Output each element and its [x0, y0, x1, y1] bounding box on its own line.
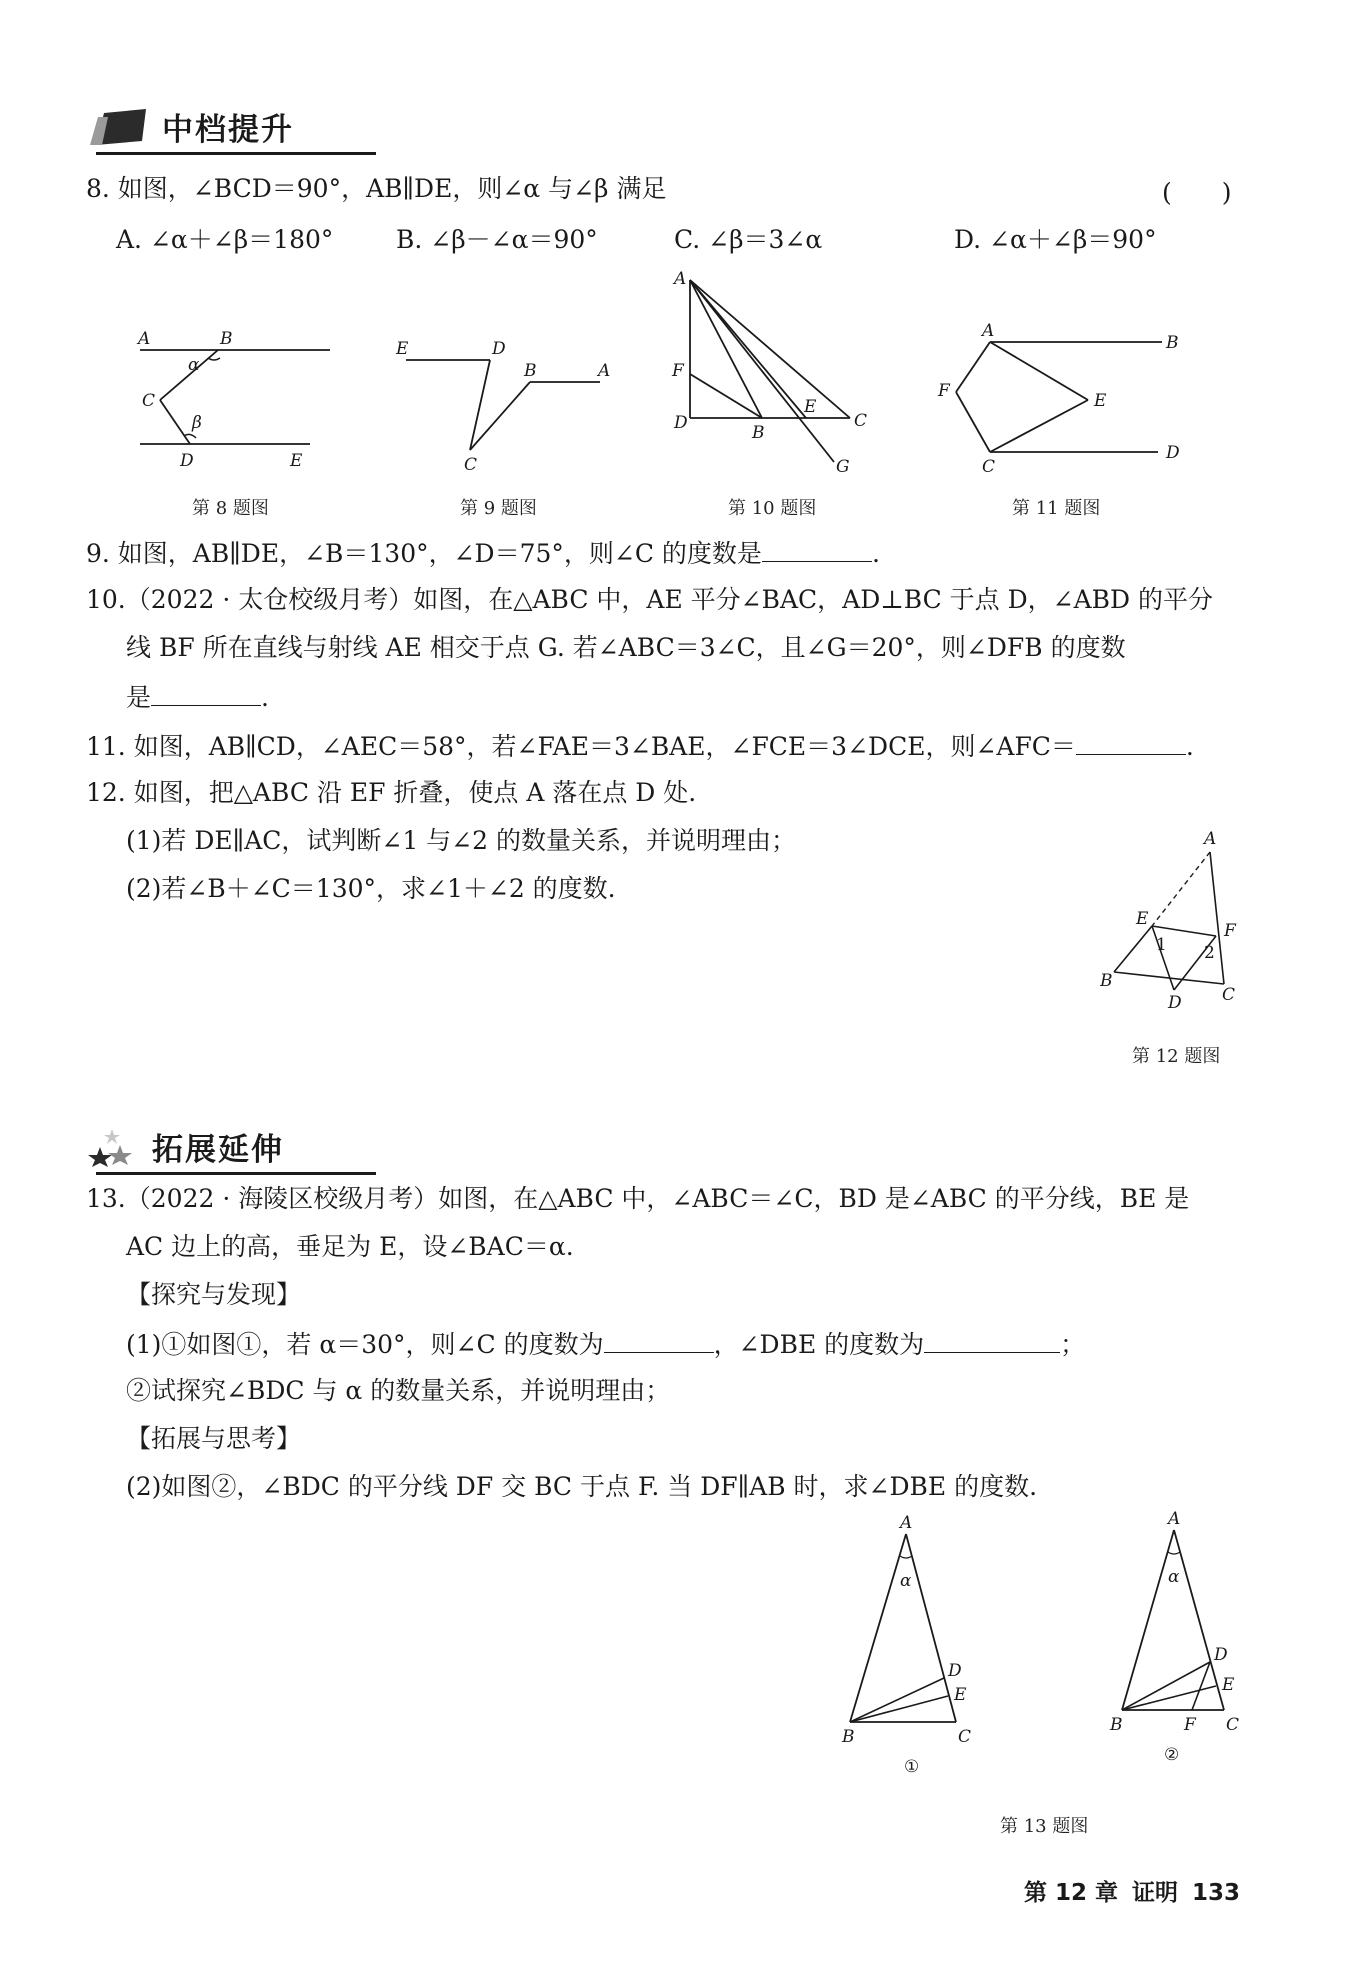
caption-fig12: 第 12 题图 — [1132, 1046, 1221, 1067]
q13-angle-c-blank[interactable] — [604, 1326, 714, 1353]
section-title-mid: 中档提升 — [162, 112, 294, 148]
q10-answer-blank[interactable] — [151, 679, 261, 706]
q10-line2: 线 BF 所在直线与射线 AE 相交于点 G. 若∠ABC＝3∠C，且∠G＝20°，则∠DFB 的度数 — [126, 633, 1126, 662]
fig11-label-e: E — [1094, 391, 1107, 411]
fig13-1-label-b: B — [842, 1727, 855, 1747]
q12-part2: (2)若∠B＋∠C＝130°，求∠1＋∠2 的度数. — [126, 874, 616, 903]
fig8-label-d: D — [180, 451, 194, 471]
fig10-label-b: B — [752, 423, 765, 443]
caption-fig13: 第 13 题图 — [1000, 1816, 1089, 1837]
q13-heading-explore: 【探究与发现】 — [126, 1280, 302, 1309]
q13-heading-extend: 【拓展与思考】 — [126, 1424, 302, 1453]
page-footer — [1010, 1874, 1240, 1907]
fig13-2-label-b: B — [1110, 1715, 1123, 1735]
caption-fig10: 第 10 题图 — [728, 498, 817, 519]
fig10-label-c: C — [854, 411, 868, 431]
q11-text: 11. 如图，AB∥CD，∠AEC＝58°，若∠FAE＝3∠BAE，∠FCE＝3∠DCE，则∠AFC＝ — [86, 732, 1076, 761]
footer-chapter: 第 12 章 — [1023, 1880, 1118, 1906]
fig8-label-beta: β — [192, 413, 202, 433]
fig13-1-label-d: D — [948, 1661, 962, 1681]
fig8-label-e: E — [290, 451, 303, 471]
caption-fig8: 第 8 题图 — [192, 498, 269, 519]
fig12-label-e: E — [1136, 909, 1149, 929]
fig10-label-f: F — [672, 361, 684, 381]
fig13-1-label-alpha: α — [900, 1571, 912, 1591]
fig9-label-d: D — [492, 339, 506, 359]
section-rule — [96, 1172, 376, 1175]
q11-stem: 11. 如图，AB∥CD，∠AEC＝58°，若∠FAE＝3∠BAE，∠FCE＝3∠DCE，则∠AFC＝ . — [86, 728, 1194, 764]
q10-line1: 10.（2022 · 太仓校级月考）如图，在△ABC 中，AE 平分∠BAC，AD⊥BC 于点 D，∠ABD 的平分 — [86, 585, 1214, 614]
q13-line2: AC 边上的高，垂足为 E，设∠BAC＝α. — [126, 1232, 574, 1261]
q8-option-d: D. ∠α＋∠β＝90° — [954, 225, 1157, 254]
fig13-2-subcaption: ② — [1164, 1745, 1180, 1765]
fig10-label-a: A — [674, 269, 687, 289]
fig9-label-b: B — [524, 361, 537, 381]
figure-10 — [666, 266, 886, 480]
fig9-label-e: E — [396, 339, 409, 359]
section-stars-icon — [86, 1127, 146, 1167]
fig8-label-c: C — [142, 391, 156, 411]
fig12-label-a: A — [1204, 829, 1217, 849]
fig12-label-c: C — [1222, 985, 1236, 1005]
fig13-1-label-a: A — [900, 1513, 913, 1533]
q9-text: 9. 如图，AB∥DE，∠B＝130°，∠D＝75°，则∠C 的度数是 — [86, 539, 762, 568]
q13-angle-dbe-blank[interactable] — [924, 1326, 1060, 1353]
fig13-2-label-c: C — [1226, 1715, 1240, 1735]
q9-answer-blank[interactable] — [762, 535, 872, 562]
section-title-ext: 拓展延伸 — [152, 1132, 284, 1168]
caption-fig11: 第 11 题图 — [1012, 498, 1101, 519]
q12-stem: 12. 如图，把△ABC 沿 EF 折叠，使点 A 落在点 D 处. — [86, 778, 697, 807]
fig12-label-1: 1 — [1156, 935, 1167, 955]
q13-part2: (2)如图②，∠BDC 的平分线 DF 交 BC 于点 F. 当 DF∥AB 时，求∠DBE 的度数. — [126, 1472, 1038, 1501]
q12-part1: (1)若 DE∥AC，试判断∠1 与∠2 的数量关系，并说明理由； — [126, 826, 796, 855]
q8-option-c: C. ∠β＝3∠α — [674, 225, 823, 254]
fig13-2-label-a: A — [1168, 1510, 1181, 1529]
fig11-label-c: C — [982, 457, 996, 477]
fig10-label-g: G — [836, 457, 850, 477]
fig12-label-2: 2 — [1204, 943, 1215, 963]
section-header-mid — [86, 104, 294, 149]
fig11-label-d: D — [1166, 443, 1180, 463]
footer-topic: 证明 — [1131, 1880, 1178, 1906]
q13-part1-text-b: ，∠DBE 的度数为 — [713, 1330, 925, 1359]
fig13-2-label-f: F — [1184, 1715, 1196, 1735]
q8-stem: 8. 如图，∠BCD＝90°，AB∥DE，则∠α 与∠β 满足 — [86, 174, 667, 203]
footer-page-number: 133 — [1191, 1880, 1240, 1906]
q13-part1-text-a: (1)①如图①，若 α＝30°，则∠C 的度数为 — [126, 1330, 604, 1359]
fig10-label-e: E — [804, 397, 817, 417]
q11-answer-blank[interactable] — [1076, 728, 1186, 755]
q8-answer-bracket: ( ) — [1162, 178, 1232, 207]
caption-fig9: 第 9 题图 — [460, 498, 537, 519]
fig13-1-label-c: C — [958, 1727, 972, 1747]
figure-11 — [926, 322, 1196, 482]
fig12-label-d: D — [1168, 993, 1182, 1013]
fig8-label-alpha: α — [188, 355, 200, 375]
section-badge-icon — [86, 107, 156, 147]
q13-part1-text-c: ； — [1060, 1330, 1086, 1359]
fig13-2-label-alpha: α — [1168, 1567, 1180, 1587]
q13-part1-2: ②试探究∠BDC 与 α 的数量关系，并说明理由； — [126, 1376, 671, 1405]
figure-13-2 — [1094, 1510, 1254, 1780]
fig9-label-a: A — [598, 361, 611, 381]
fig11-label-b: B — [1166, 333, 1179, 353]
fig13-2-label-d: D — [1214, 1645, 1228, 1665]
figure-13-1 — [834, 1510, 994, 1780]
fig11-label-a: A — [982, 322, 995, 341]
q8-option-a: A. ∠α＋∠β＝180° — [116, 225, 334, 254]
q8-option-b: B. ∠β－∠α＝90° — [396, 225, 598, 254]
figure-12 — [1100, 826, 1250, 1016]
figure-9 — [390, 330, 620, 480]
fig8-label-a: A — [138, 329, 151, 349]
fig12-label-b: B — [1100, 971, 1113, 991]
fig11-label-f: F — [938, 381, 950, 401]
q13-part1 — [126, 1326, 1085, 1362]
section-rule — [96, 152, 376, 155]
q10-line3: 是 . — [126, 679, 269, 715]
q9-stem: 9. 如图，AB∥DE，∠B＝130°，∠D＝75°，则∠C 的度数是 . — [86, 535, 880, 571]
fig10-label-d: D — [674, 413, 688, 433]
q13-line1: 13.（2022 · 海陵区校级月考）如图，在△ABC 中，∠ABC＝∠C，BD 是∠ABC 的平分线，BE 是 — [86, 1184, 1190, 1213]
fig13-1-label-e: E — [954, 1685, 967, 1705]
fig9-label-c: C — [464, 455, 478, 475]
q10-line3-text: 是 — [126, 683, 152, 712]
fig12-label-f: F — [1224, 921, 1236, 941]
fig13-1-subcaption: ① — [904, 1757, 920, 1777]
fig13-2-label-e: E — [1222, 1675, 1235, 1695]
figure-8 — [130, 322, 340, 472]
fig8-label-b: B — [220, 329, 233, 349]
section-header-ext — [86, 1124, 284, 1169]
